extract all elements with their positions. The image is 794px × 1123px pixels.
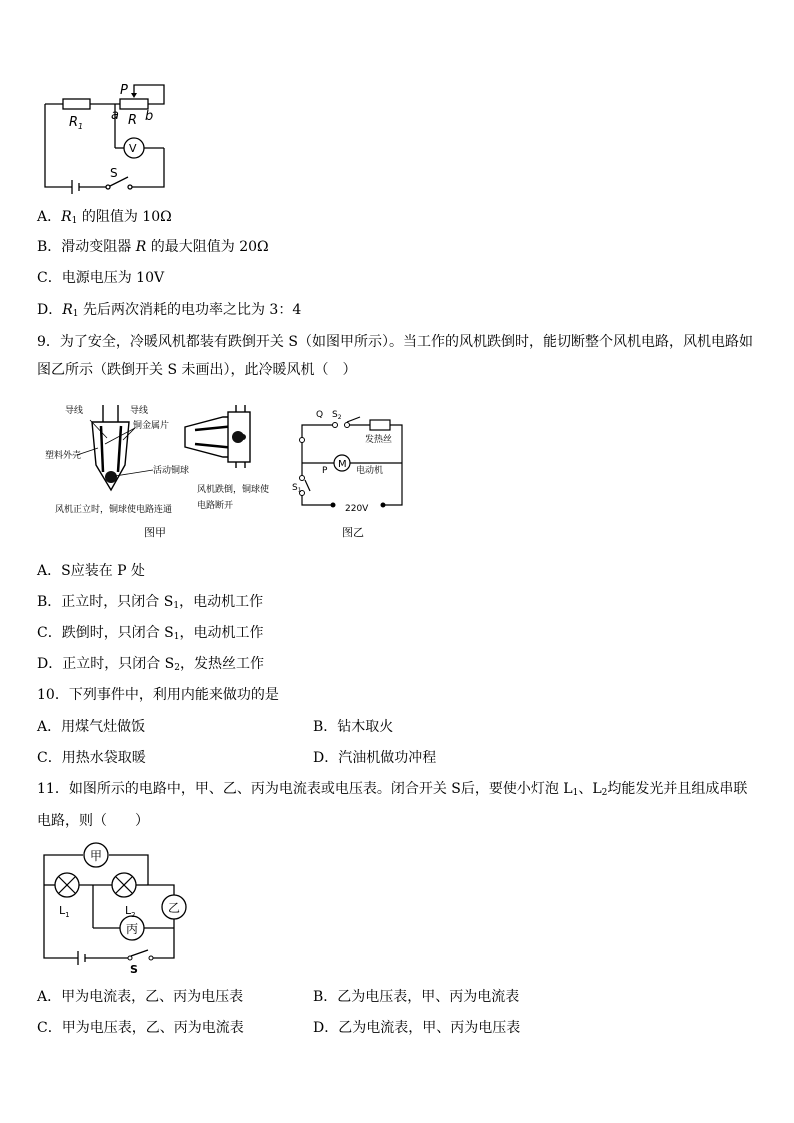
q10-option-c: C．用热水袋取暖 [37,750,146,766]
q8-option-d: D．$R_1$ 先后两次消耗的电功率之比为 3：4 [37,302,302,319]
q11-option-c: C．甲为电压表，乙、丙为电流表 [37,1020,244,1036]
q8-option-b: B．滑动变阻器 R 的最大阻值为 20Ω [37,239,269,255]
label-motor: 电动机 [356,466,384,476]
q10-stem: 10．下列事件中，利用内能来做功的是 [37,687,279,703]
label-220v: 220V [345,504,369,514]
label-S: S [130,963,138,976]
label-fallen-2: 电路断开 [197,501,234,511]
q9-option-c: C．跌倒时，只闭合 $S_1$，电动机工作 [37,625,264,642]
circuit-diagram-q8 [38,82,178,192]
label-a: a [111,108,119,123]
tilt-switch-figure [45,400,270,545]
label-copper-plate: 铜金属片 [133,421,170,431]
label-R: R [128,113,138,128]
q9-option-a: A．S应装在 P 处 [37,563,146,579]
q10-option-a: A．用煤气灶做饭 [37,719,146,735]
label-L2: $L_2$ [125,904,136,919]
label-fallen-1: 风机跌倒，铜球使 [197,485,270,495]
voltmeter-label: V [129,142,137,155]
q9-option-d: D．正立时，只闭合 $S_2$，发热丝工作 [37,656,264,673]
circuit-diagram-q11 [38,840,193,976]
q9-option-b: B．正立时，只闭合 $S_1$，电动机工作 [37,594,264,611]
label-S: S [110,166,118,180]
caption-fig-yi: 图乙 [342,526,364,539]
label-upright: 风机正立时，铜球使电路连通 [55,505,173,515]
fan-circuit-figure [292,400,412,545]
label-P: P [120,83,128,98]
meter-yi: 乙 [167,901,181,915]
q8-option-c: C．电源电压为 10V [37,270,165,286]
q10-option-b: B．钻木取火 [313,719,394,735]
label-plastic-shell: 塑料外壳 [45,451,82,461]
q10-option-d: D．汽油机做功冲程 [313,750,437,766]
caption-fig-jia: 图甲 [144,526,166,539]
q11-stem: 11．如图所示的电路中，甲、乙、丙为电流表或电压表。闭合开关 S后，要使小灯泡 $L_1$、$L_2$均能发光并且组成串联电路，则（ ） [37,781,748,829]
q9-stem: 9．为了安全，冷暖风机都装有跌倒开关 S（如图甲所示）。当工作的风机跌倒时，能切断整个风机电路，风机电路如图乙所示（跌倒开关 S 未画出），此冷暖风机（ ） [37,334,753,378]
q11-option-a: A．甲为电流表，乙、丙为电压表 [37,989,244,1005]
label-heater: 发热丝 [365,435,393,445]
label-R1: $R_1$ [69,115,84,131]
label-copper-ball: 活动铜球 [153,466,190,476]
label-wire-right: 导线 [130,406,149,416]
meter-bing: 丙 [125,922,139,936]
q11-option-b: B．乙为电压表，甲、丙为电流表 [313,989,520,1005]
q11-option-d: D．乙为电流表，甲、丙为电压表 [313,1020,521,1036]
label-L1: $L_1$ [59,904,70,919]
label-b: b [145,109,154,124]
label-S2: $S_2$ [332,410,342,421]
label-S1: $S_1$ [292,483,302,494]
meter-jia: 甲 [89,849,103,863]
label-Q: Q [316,410,324,420]
label-wire-left: 导线 [65,406,84,416]
motor-symbol: M [338,459,347,470]
q8-option-a: A．$R_1$ 的阻值为 10Ω [37,209,172,226]
label-P: P [322,466,328,476]
